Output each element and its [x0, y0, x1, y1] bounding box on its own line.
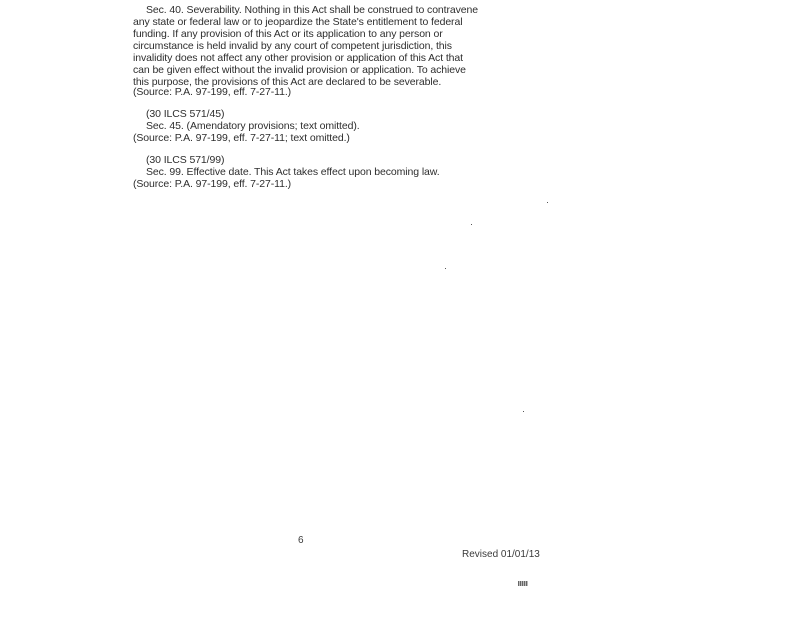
revised-date: Revised 01/01/13: [462, 549, 540, 560]
scan-speck: [523, 411, 524, 412]
section-99-text: Sec. 99. Effective date. This Act takes effect upon becoming law.: [146, 166, 440, 178]
section-99-citation: (30 ILCS 571/99): [146, 154, 225, 166]
section-40-line-5: invalidity does not affect any other provision or application of this Act that: [133, 52, 463, 64]
section-40-source: (Source: P.A. 97-199, eff. 7-27-11.): [133, 86, 292, 98]
section-40-line-3: funding. If any provision of this Act or its application to any person or: [133, 28, 443, 40]
section-40-line-4: circumstance is held invalid by any court of competent jurisdiction, this: [133, 40, 452, 52]
scan-mark: [518, 581, 528, 586]
section-45-source: (Source: P.A. 97-199, eff. 7-27-11; text omitted.): [133, 132, 350, 144]
section-40-line-6: can be given effect without the invalid provision or application. To achieve: [133, 64, 466, 76]
scan-speck: [471, 224, 472, 225]
section-45-text: Sec. 45. (Amendatory provisions; text omitted).: [146, 120, 360, 132]
section-40-line-2: any state or federal law or to jeopardize the State's entitlement to federal: [133, 16, 463, 28]
section-40-line-1: Sec. 40. Severability. Nothing in this Act shall be construed to contravene: [146, 4, 478, 16]
scan-speck: [445, 268, 446, 269]
page-number: 6: [298, 535, 304, 546]
scan-speck: [547, 202, 548, 203]
section-45-citation: (30 ILCS 571/45): [146, 108, 225, 120]
section-99-source: (Source: P.A. 97-199, eff. 7-27-11.): [133, 178, 292, 190]
section-40-line-7: this purpose, the provisions of this Act are declared to be severable.: [133, 76, 442, 88]
